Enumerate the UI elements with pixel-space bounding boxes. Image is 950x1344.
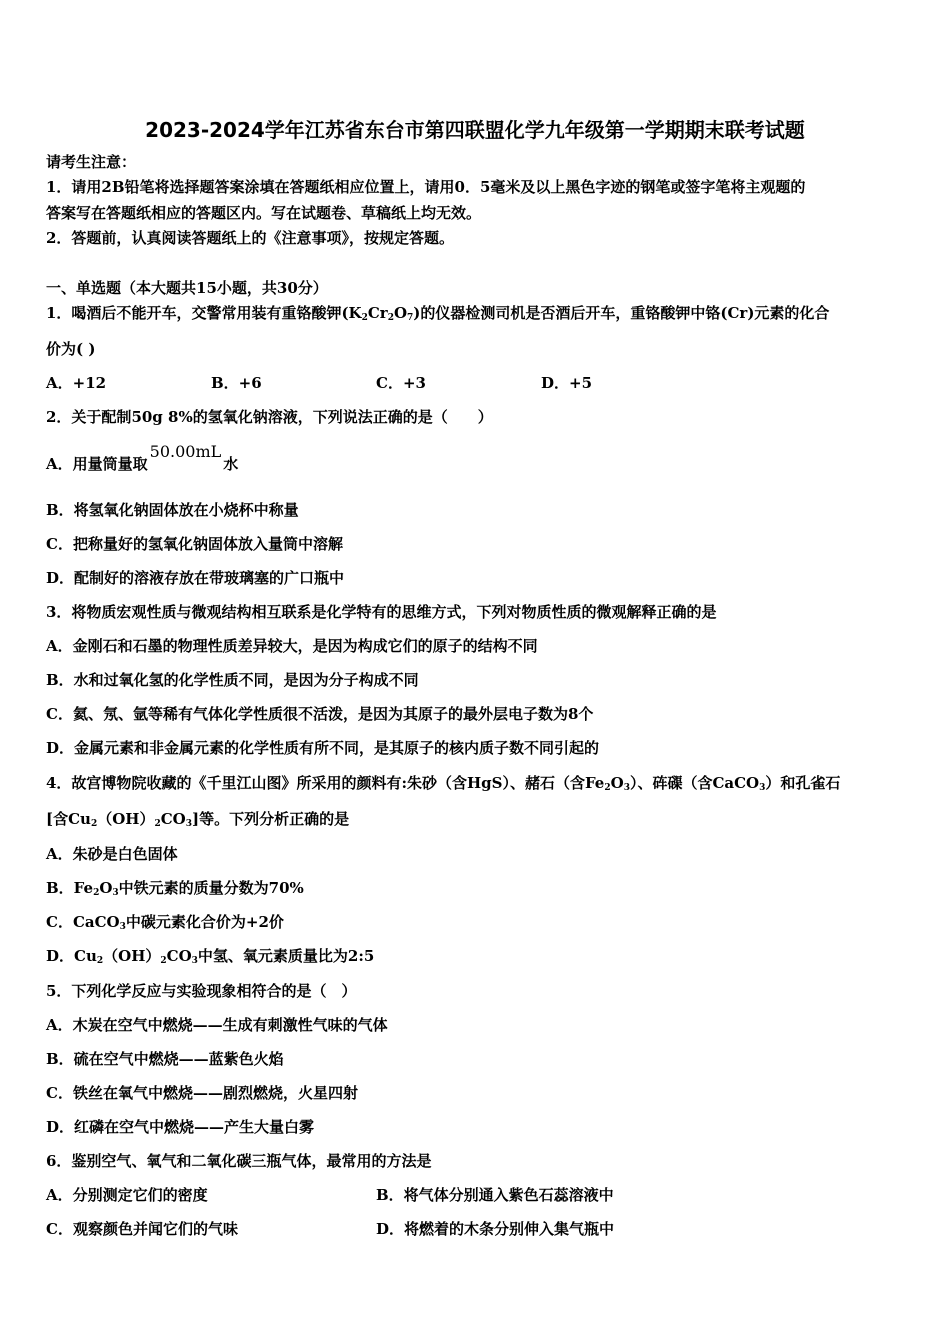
question-1-option-c: C．+3 (376, 374, 426, 392)
volume-formula: 50.00mL (149, 442, 222, 461)
question-3-option-c: C．氦、氖、氩等稀有气体化学性质很不活泼，是因为其原子的最外层电子数为8个 (46, 705, 594, 723)
section-heading: 一、单选题（本大题共15小题，共30分） (46, 279, 328, 297)
notice-item-1-line-2: 答案写在答题纸相应的答题区内。写在试题卷、草稿纸上均无效。 (46, 204, 482, 222)
question-1-stem-line-2: 价为( ) (46, 340, 96, 358)
notice-heading: 请考生注意： (46, 153, 137, 171)
notice-item-2: 2．答题前，认真阅读答题纸上的《注意事项》，按规定答题。 (46, 229, 454, 247)
question-4-option-a: A．朱砂是白色固体 (46, 845, 178, 863)
question-6-option-c: C．观察颜色并闻它们的气味 (46, 1220, 238, 1238)
question-4-stem: 4．故宫博物院收藏的《千里江山图》所采用的颜料有:朱砂（含HgS）、赭石（含$Fe_2O_3$）、砗磲（含CaCO$_3$）和孔雀石 (46, 774, 841, 793)
question-1-option-a: A．+12 (46, 374, 107, 392)
question-5-option-d: D．红磷在空气中燃烧——产生大量白雾 (46, 1118, 315, 1136)
question-6-option-d: D．将燃着的木条分别伸入集气瓶中 (376, 1220, 615, 1238)
question-3-option-d: D．金属元素和非金属元素的化学性质有所不同，是其原子的核内质子数不同引起的 (46, 739, 600, 757)
question-5-option-c: C．铁丝在氧气中燃烧——剧烈燃烧，火星四射 (46, 1084, 358, 1102)
notice-item-1-line-1: 1．请用2B铅笔将选择题答案涂填在答题纸相应位置上，请用0．5毫米及以上黑色字迹的钢笔或签字笔将主观题的 (46, 178, 806, 196)
question-1-stem: 1．喝酒后不能开车，交警常用装有重铬酸钾$(K_2Cr_2O_7)$的仪器检测司机是否酒后开车，重铬酸钾中铬(Cr)元素的化合 (46, 304, 830, 323)
question-2-option-a: A．用量筒量取50.00mL水 (46, 442, 239, 473)
question-2-stem: 2．关于配制50g 8%的氢氧化钠溶液，下列说法正确的是（ ） (46, 408, 493, 426)
question-4-option-c: C．CaCO$_3$中碳元素化合价为+2价 (46, 913, 284, 932)
question-3-option-a: A．金刚石和石墨的物理性质差异较大，是因为构成它们的原子的结构不同 (46, 637, 538, 655)
question-6-option-b: B．将气体分别通入紫色石蕊溶液中 (376, 1186, 614, 1204)
question-6-stem: 6．鉴别空气、氧气和二氧化碳三瓶气体，最常用的方法是 (46, 1152, 432, 1170)
question-6-option-a: A．分别测定它们的密度 (46, 1186, 208, 1204)
question-5-stem: 5．下列化学反应与实验现象相符合的是（ ） (46, 982, 357, 1000)
question-3-stem: 3．将物质宏观性质与微观结构相互联系是化学特有的思维方式，下列对物质性质的微观解释正确的是 (46, 603, 717, 621)
question-2-option-d: D．配制好的溶液存放在带玻璃塞的广口瓶中 (46, 569, 345, 587)
question-1-option-b: B．+6 (211, 374, 262, 392)
page-title: 2023-2024学年江苏省东台市第四联盟化学九年级第一学期期末联考试题 (145, 118, 805, 142)
question-5-option-a: A．木炭在空气中燃烧——生成有刺激性气味的气体 (46, 1016, 388, 1034)
question-5-option-b: B．硫在空气中燃烧——蓝紫色火焰 (46, 1050, 284, 1068)
question-4-option-d: D．$Cu_2(OH)_2CO_3$中氢、氧元素质量比为2:5 (46, 947, 375, 966)
question-2-option-c: C．把称量好的氢氧化钠固体放入量筒中溶解 (46, 535, 343, 553)
question-3-option-b: B．水和过氧化氢的化学性质不同，是因为分子构成不同 (46, 671, 419, 689)
question-4-option-b: B．$Fe_2O_3$中铁元素的质量分数为70% (46, 879, 304, 898)
question-1-option-d: D．+5 (541, 374, 593, 392)
question-4-stem-line-2: [含$Cu_2(OH)_2CO_3$]等。下列分析正确的是 (46, 810, 350, 829)
question-2-option-b: B．将氢氧化钠固体放在小烧杯中称量 (46, 501, 299, 519)
